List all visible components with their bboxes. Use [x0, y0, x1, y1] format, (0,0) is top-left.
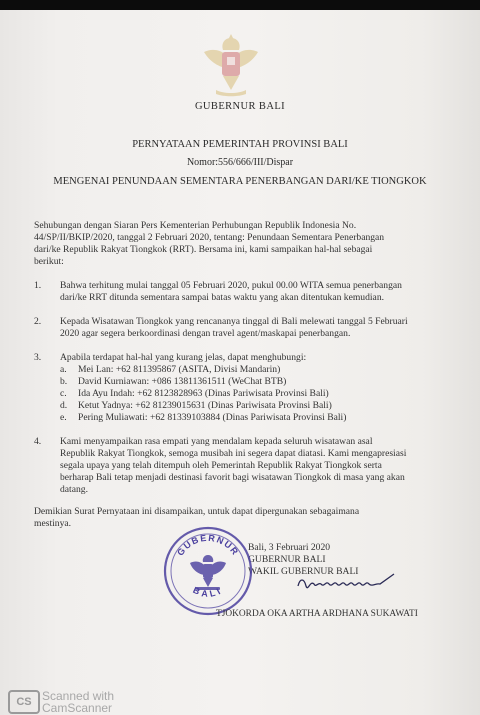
contact-letter: e.	[60, 412, 67, 423]
point-2-line: Kepada Wisatawan Tiongkok yang rencananya tinggal di Bali melewati tanggal 5 Februari	[60, 316, 408, 327]
contact-letter: b.	[60, 376, 68, 387]
garuda-crest-icon	[198, 30, 264, 106]
point-3-intro: Apabila terdapat hal-hal yang kurang jelas, dapat menghubungi:	[60, 352, 307, 363]
place-date: Bali, 3 Februari 2020	[248, 542, 331, 553]
point-4-line: berharap Bali tetap menjadi destinasi favorit bagi wisatawan Tiongkok di masa yang akan	[60, 472, 405, 483]
seal-top-text: GUBERNUR	[175, 532, 241, 558]
statement-title: PERNYATAAN PEMERINTAH PROVINSI BALI	[132, 139, 348, 150]
contact-letter: d.	[60, 400, 68, 411]
top-dark-border	[0, 0, 480, 10]
point-4-line: segala upaya yang telah ditempuh oleh Pemerintah Republik Rakyat Tiongkok serta	[60, 460, 382, 471]
contact-text: Mei Lan: +62 811395867 (ASITA, Divisi Mandarin)	[78, 364, 281, 375]
watermark-line: CamScanner	[42, 701, 113, 715]
point-4-line: datang.	[60, 484, 88, 495]
intro-line: dari/ke Republik Rakyat Tiongkok (RRT). Bersama ini, kami sampaikan hal-hal sebagai	[34, 244, 373, 255]
letterhead-title: GUBERNUR BALI	[194, 101, 286, 112]
statement-number: Nomor:556/666/III/Dispar	[186, 157, 294, 168]
point-number: 1.	[34, 280, 42, 291]
contact-text: Ida Ayu Indah: +62 8123828963 (Dinas Pariwisata Provinsi Bali)	[78, 388, 329, 399]
seal-bottom-text: BALI	[191, 584, 225, 600]
signatory-role: GUBERNUR BALI	[248, 554, 326, 565]
statement-subject: MENGENAI PENUNDAAN SEMENTARA PENERBANGAN DARI/KE TIONGKOK	[53, 176, 427, 187]
point-4-line: Republik Rakyat Tiongkok, semoga musibah ini segera dapat diatasi. Kami mengapresiasi	[60, 448, 407, 459]
contact-text: Ketut Yadnya: +62 81239015631 (Dinas Pariwisata Provinsi Bali)	[78, 400, 332, 411]
point-1-line: dari/ke RRT ditunda sementara sampai batas waktu yang akan ditentukan kemudian.	[60, 292, 385, 303]
point-number: 2.	[34, 316, 42, 327]
contact-letter: c.	[60, 388, 67, 399]
document-page	[0, 10, 480, 715]
intro-line: berikut:	[34, 256, 64, 267]
contact-text: Pering Muliawati: +62 81339103884 (Dinas Pariwisata Provinsi Bali)	[78, 412, 347, 423]
contact-letter: a.	[60, 364, 67, 375]
watermark-line: Scanned with	[42, 689, 115, 703]
point-1-line: Bahwa terhitung mulai tanggal 05 Februari 2020, pukul 00.00 WITA semua penerbangan	[60, 280, 402, 291]
point-number: 4.	[34, 436, 42, 447]
intro-line: Sehubungan dengan Siaran Pers Kementerian Perhubungan Republik Indonesia No.	[34, 220, 357, 231]
svg-text:GUBERNUR	[175, 533, 241, 558]
official-seal-icon	[162, 525, 254, 617]
point-number: 3.	[34, 352, 42, 363]
closing-line: Demikian Surat Pernyataan ini disampaikan, untuk dapat dipergunakan sebagaimana	[34, 506, 360, 517]
contact-text: David Kurniawan: +086 13811361511 (WeChat BTB)	[78, 376, 287, 387]
camscanner-watermark	[42, 690, 114, 714]
signatory-role-deputy: WAKIL GUBERNUR BALI	[248, 566, 359, 577]
camscanner-logo-icon: CS	[8, 690, 40, 714]
closing-line: mestinya.	[34, 518, 72, 529]
signatory-name: TJOKORDA OKA ARTHA ARDHANA SUKAWATI	[216, 609, 418, 619]
intro-line: 44/SP/II/BKIP/2020, tanggal 2 Februari 2020, tentang: Penundaan Sementara Penerbangan	[34, 232, 385, 243]
point-2-line: 2020 agar segera berkoordinasi dengan travel agent/maskapai penerbangan.	[60, 328, 351, 339]
point-4-line: Kami menyampaikan rasa empati yang mendalam kepada seluruh wisatawan asal	[60, 436, 373, 447]
handwritten-signature	[294, 568, 404, 596]
